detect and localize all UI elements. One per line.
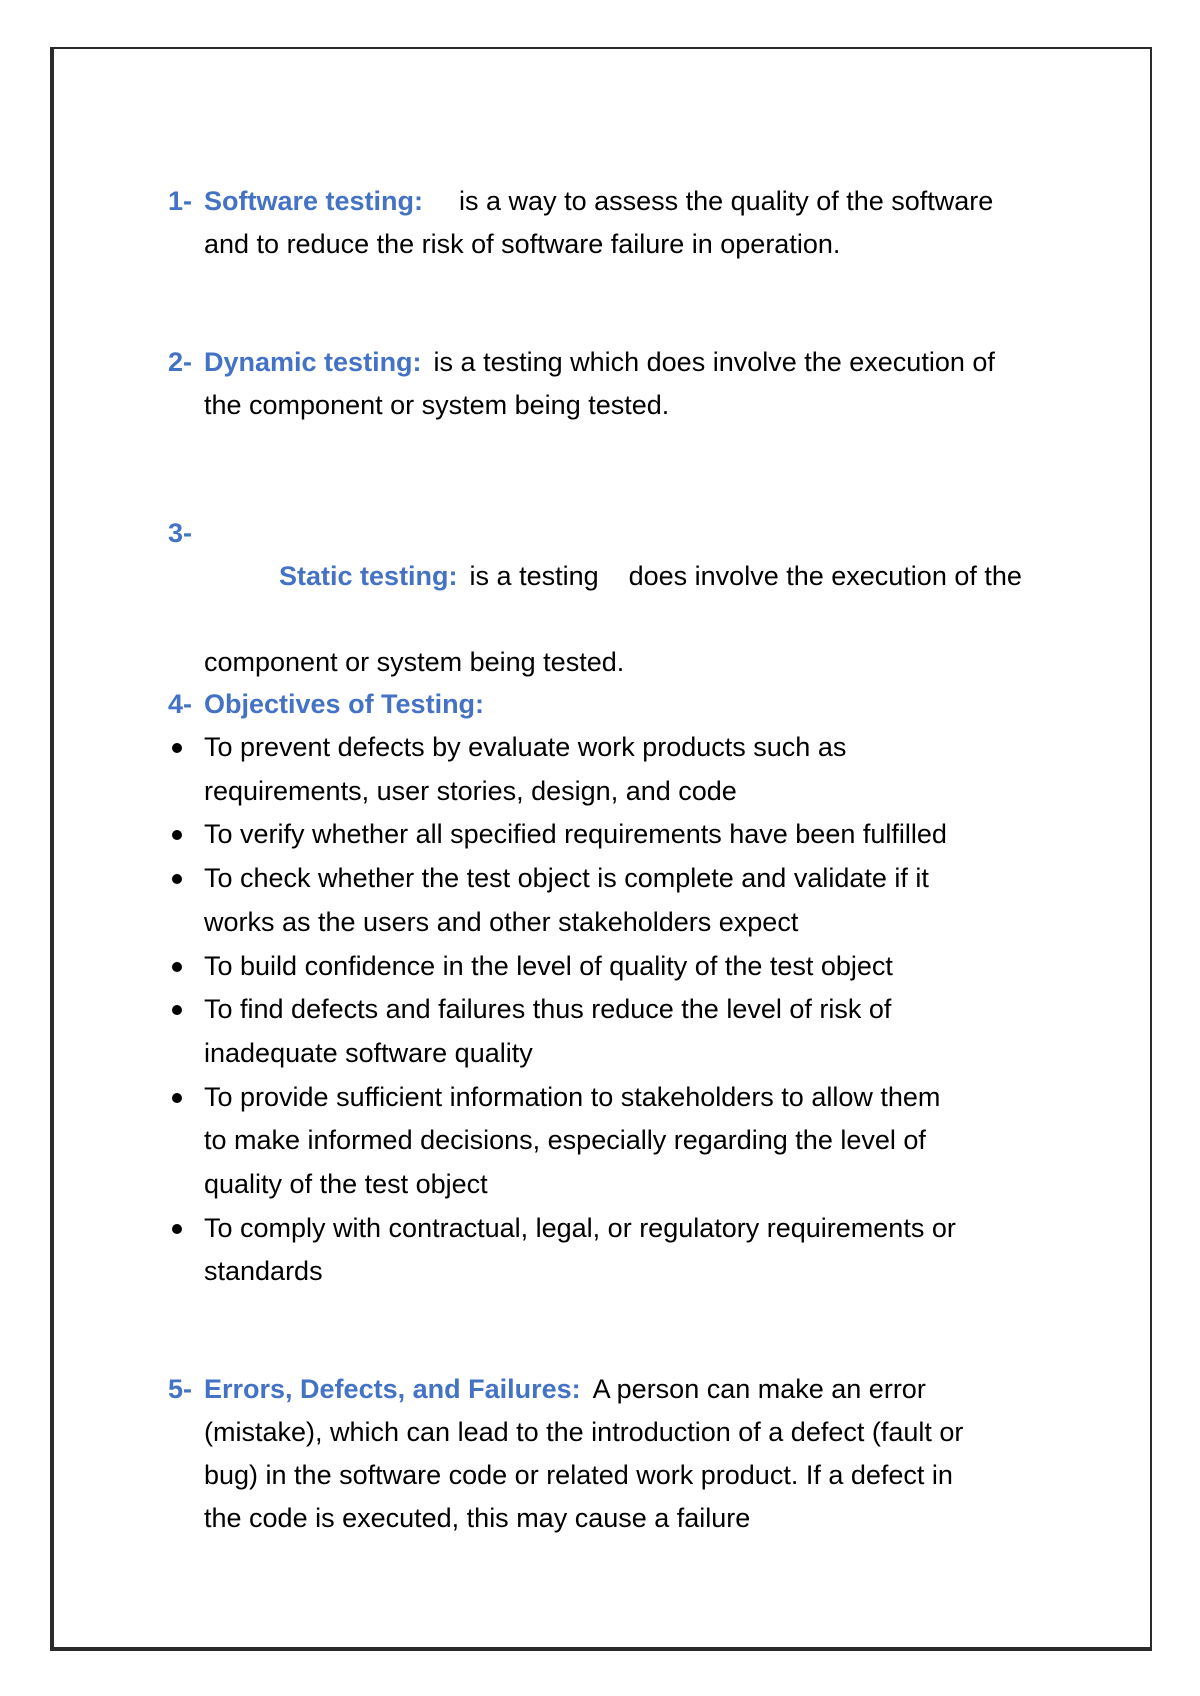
definition-text: and to reduce the risk of software failure in operation. — [204, 229, 841, 259]
section-number: 1- — [168, 186, 193, 216]
list-item: To prevent defects by evaluate work products such as requirements, user stories, design, and code — [204, 726, 1084, 813]
definition-text: is a testing does involve the execution of the — [469, 561, 1022, 591]
definition-text: A person can make an error — [592, 1374, 926, 1404]
term-label: Dynamic testing: — [204, 347, 422, 377]
objectives-of-testing — [0, 683, 1200, 1294]
list-item: To provide sufficient information to stakeholders to allow them to make informed decisions, especially regarding the level of quality of the test object — [204, 1076, 1084, 1207]
definition-text: (mistake), which can lead to the introduction of a defect (fault or — [204, 1417, 964, 1447]
bullet-icon — [172, 1224, 182, 1234]
definition-dynamic-testing — [0, 341, 1200, 427]
bullet-icon — [172, 1093, 182, 1103]
definition-errors-defects-failures — [0, 1368, 1200, 1540]
list-item: To verify whether all specified requirements have been fulfilled — [204, 813, 1084, 857]
term-label: Software testing: — [204, 186, 424, 216]
list-item: To check whether the test object is complete and validate if it works as the users and other stakeholders expect — [204, 857, 1084, 944]
bullet-icon — [172, 1005, 182, 1015]
section-number: 5- — [168, 1374, 193, 1404]
section-number: 3- — [168, 518, 193, 548]
definition-text: component or system being tested. — [204, 647, 625, 677]
section-number: 4- — [168, 689, 193, 719]
list-item: To build confidence in the level of quality of the test object — [204, 945, 1084, 989]
definition-text: is a way to assess the quality of the software — [459, 186, 994, 216]
definition-text: the code is executed, this may cause a failure — [204, 1503, 751, 1533]
bullet-icon — [172, 743, 182, 753]
definition-software-testing — [0, 180, 1200, 266]
definition-static-testing — [0, 512, 1200, 684]
bullet-icon — [172, 874, 182, 884]
definition-text: the component or system being tested. — [204, 390, 670, 420]
bullet-icon — [172, 962, 182, 972]
definition-text: bug) in the software code or related work product. If a defect in — [204, 1460, 953, 1490]
objectives-list — [0, 726, 1200, 1294]
bullet-icon — [172, 830, 182, 840]
definition-text: is a testing which does involve the execution of — [433, 347, 995, 377]
list-item: To find defects and failures thus reduce the level of risk of inadequate software quality — [204, 988, 1084, 1075]
term-label: Objectives of Testing: — [204, 689, 485, 719]
section-number: 2- — [168, 347, 193, 377]
term-label: Static testing: — [279, 561, 458, 591]
term-label: Errors, Defects, and Failures: — [204, 1374, 581, 1404]
list-item: To comply with contractual, legal, or regulatory requirements or standards — [204, 1207, 1084, 1294]
